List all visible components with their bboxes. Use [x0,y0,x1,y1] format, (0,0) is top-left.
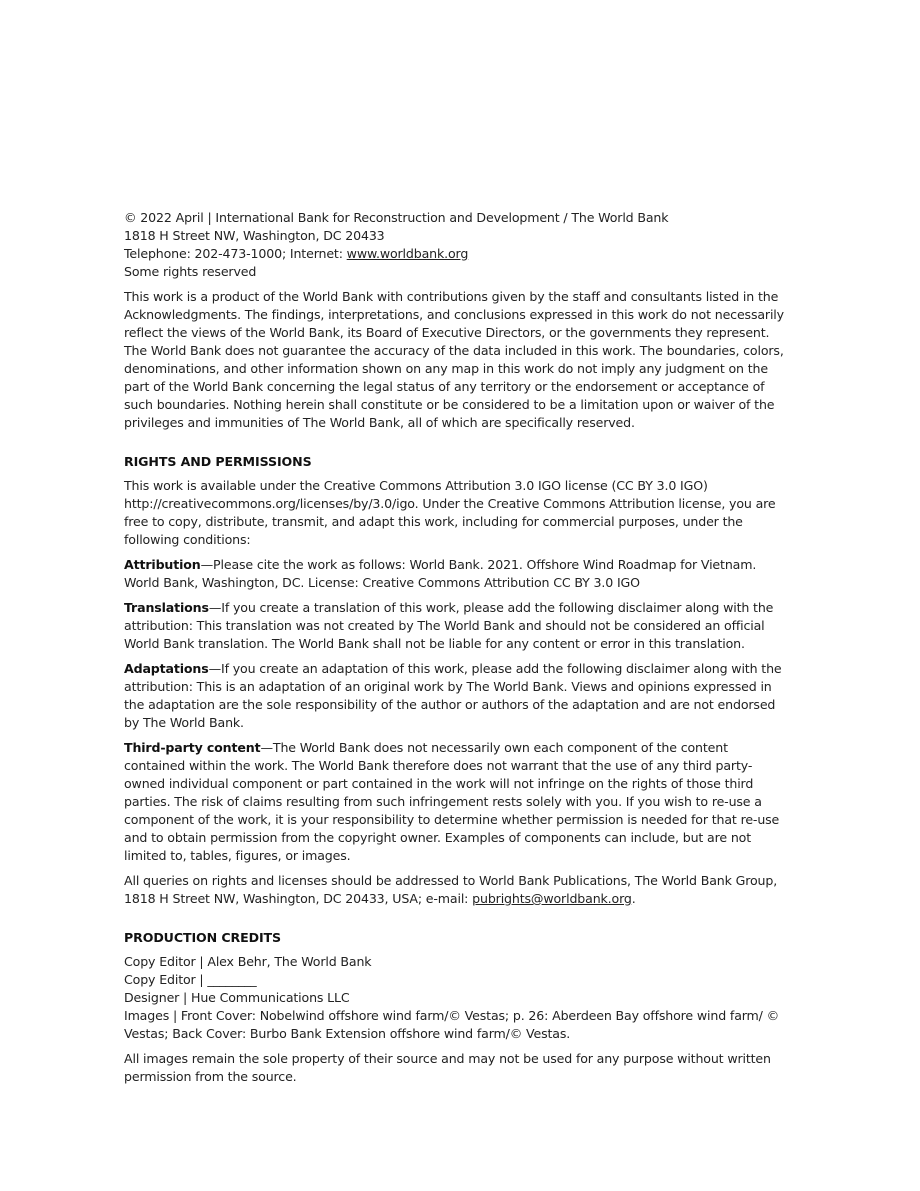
copyright-block [124,209,789,281]
credits-block [124,953,789,1043]
translations-paragraph [124,599,789,653]
telephone-text: Telephone: 202-473-1000; Internet: [124,246,347,261]
website-link[interactable]: www.worldbank.org [346,246,469,261]
email-link[interactable]: pubrights@worldbank.org [472,891,632,906]
queries-text: All queries on rights and licenses should be addressed to World Bank Publications, The World Bank Group, 1818 H Street NW, Washington, DC 20433, USA; e-mail: [124,873,778,906]
production-heading: PRODUCTION CREDITS [124,930,282,945]
queries-paragraph [124,872,789,908]
translations-label: Translations [124,600,209,615]
adaptations-text: —If you create an adaptation of this work, please add the following disclaimer along with the attribution: This is an adaptation of an original work by The World Bank. Views and opinions expressed in the adaptation are the sole responsibility of the author or authors of the adaptation and are not endorsed by The World Bank. [124,661,782,730]
copy-editor-line: Copy Editor | Alex Behr, The World Bank [124,954,372,969]
designer-line: Designer | Hue Communications LLC [124,990,350,1005]
translations-text: —If you create a translation of this work, please add the following disclaimer along with the attribution: This translation was not created by The World Bank and should not be considered an official World Bank translation. The World Bank shall not be liable for any content or error in this translation. [124,600,774,651]
copyright-line: © 2022 April | International Bank for Reconstruction and Development / The World Bank [124,210,669,225]
images-note-paragraph: All images remain the sole property of their source and may not be used for any purpose without written permission from the source. [124,1051,771,1084]
page-content [124,209,789,1093]
third-party-paragraph [124,739,789,865]
rights-reserved-line: Some rights reserved [124,264,257,279]
attribution-paragraph [124,556,789,592]
queries-end: . [631,891,636,906]
images-line: Images | Front Cover: Nobelwind offshore wind farm/© Vestas; p. 26: Aberdeen Bay offshore wind farm/ © Vestas; Back Cover: Burbo Bank Extension offshore wind farm/© Vestas. [124,1008,780,1041]
attribution-text: —Please cite the work as follows: World Bank. 2021. Offshore Wind Roadmap for Vietnam. World Bank, Washington, DC. License: Creative Commons Attribution CC BY 3.0 IGO [124,557,757,590]
disclaimer-paragraph: This work is a product of the World Bank with contributions given by the staff and consultants listed in the Acknowledgments. The findings, interpretations, and conclusions expressed in this work do not necessarily reflect the views of the World Bank, its Board of Executive Directors, or the governments they represent. The World Bank does not guarantee the accuracy of the data included in this work. The boundaries, colors, denominations, and other information shown on any map in this work do not imply any judgment on the part of the World Bank concerning the legal status of any territory or the endorsement or acceptance of such boundaries. Nothing herein shall constitute or be considered to be a limitation upon or waiver of the privileges and immunities of The World Bank, all of which are specifically reserved. [124,289,784,430]
adaptations-paragraph [124,660,789,732]
adaptations-label: Adaptations [124,661,209,676]
third-party-text: —The World Bank does not necessarily own each component of the content contained within the work. The World Bank therefore does not warrant that the use of any third party-owned individual component or part contained in the work will not infringe on the rights of those third parties. The risk of claims resulting from such infringement rests solely with you. If you wish to re-use a component of the work, it is your responsibility to determine whether permission is needed for that re-use and to obtain permission from the copyright owner. Examples of components can include, but are not limited to, tables, figures, or images. [124,740,780,863]
license-paragraph: This work is available under the Creative Commons Attribution 3.0 IGO license (CC BY 3.0 IGO) http://creativecommons.org/licenses/by/3.0/igo. Under the Creative Commons Attribution license, you are free to copy, distribute, transmit, and adapt this work, including for commercial purposes, under the following conditions: [124,478,776,547]
rights-heading: RIGHTS AND PERMISSIONS [124,454,312,469]
copy-editor-line-2: Copy Editor | ________ [124,972,257,987]
attribution-label: Attribution [124,557,201,572]
third-party-label: Third-party content [124,740,261,755]
address-line: 1818 H Street NW, Washington, DC 20433 [124,228,385,243]
contact-line [124,245,789,263]
